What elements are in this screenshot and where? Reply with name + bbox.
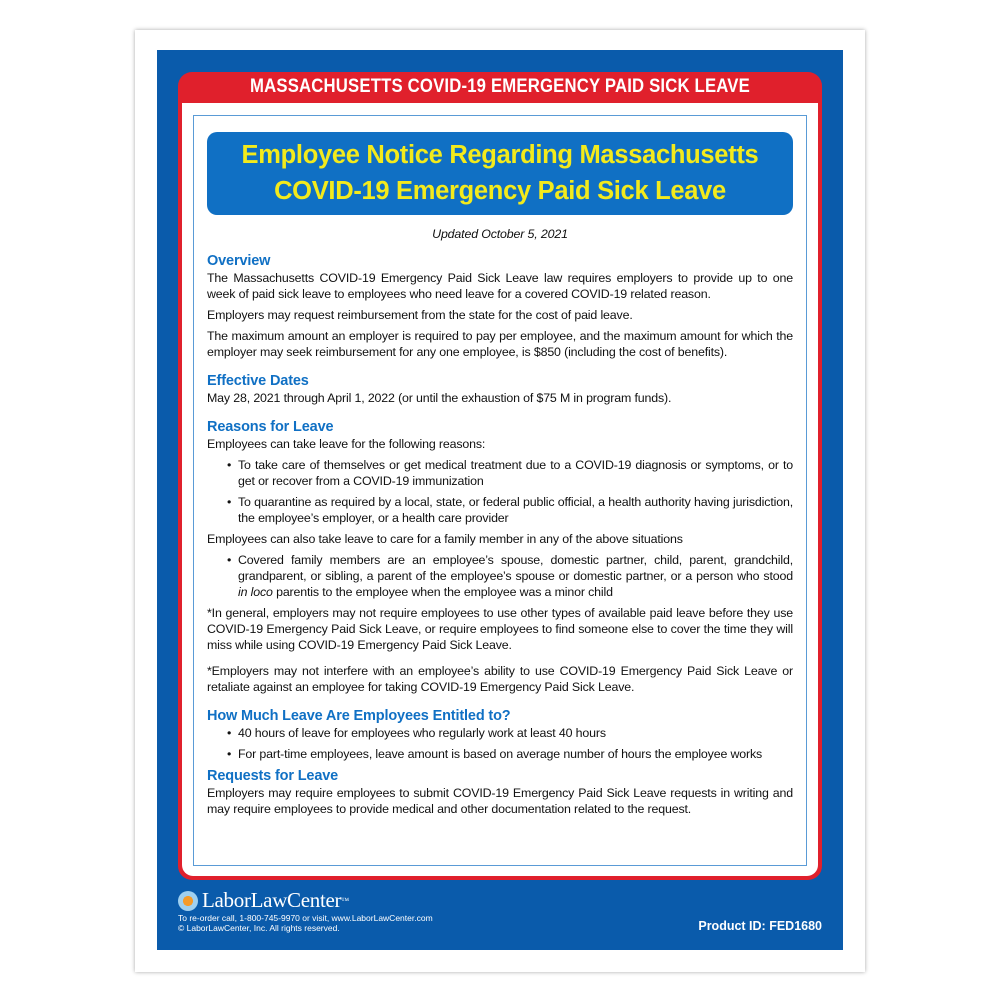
paragraph: Employees can also take leave to care for a family member in any of the above situations [207, 532, 683, 546]
notice-title [207, 132, 793, 215]
italic-text: in loco [238, 585, 273, 599]
laborlawcenter-logo [178, 888, 349, 913]
section-heading-requests: Requests for Leave [207, 768, 339, 784]
section-heading-reasons: Reasons for Leave [207, 419, 334, 435]
section-heading-overview: Overview [207, 253, 271, 269]
product-id: Product ID: FED1680 [698, 919, 822, 933]
title-line-2: COVID-19 Emergency Paid Sick Leave [274, 177, 726, 205]
entitlement-list [207, 725, 793, 762]
updated-date: Updated October 5, 2021 [432, 227, 568, 241]
list-item: • 40 hours of leave for employees who regularly work at least 40 hours [207, 725, 793, 741]
logo-mark-icon [178, 891, 198, 911]
list-item: • For part-time employees, leave amount is based on average number of hours the employee works [207, 746, 793, 762]
banner-title: MASSACHUSETTS COVID-19 EMERGENCY PAID SICK LEAVE [250, 76, 750, 97]
logo-text: LaborLawCenter [202, 888, 342, 912]
footer-fine-print [178, 913, 433, 933]
copyright-text: © LaborLawCenter, Inc. All rights reserved. [178, 923, 340, 933]
note: *In general, employers may not require employees to use other types of available paid leave before they use COVID-19 Emergency Paid Sick Leave, or require employees to find someone else to cover the time they will miss while using COVID-19 Emergency Paid Sick Leave. [207, 606, 793, 652]
note: *Employers may not interfere with an employee’s ability to use COVID-19 Emergency Paid Sick Leave or retaliate against an employee for taking COVID-19 Emergency Paid Sick Leave. [207, 664, 793, 694]
trademark: ™ [341, 896, 349, 905]
paragraph: Employees can take leave for the following reasons: [207, 437, 486, 451]
reorder-text: To re-order call, 1-800-745-9970 or visit, www.LaborLawCenter.com [178, 913, 433, 923]
family-list [207, 552, 793, 600]
paragraph: The maximum amount an employer is required to pay per employee, and the maximum amount for which the employer may seek reimbursement for any one employee, is $850 (including the cost of benefits). [207, 329, 793, 359]
text: Covered family members are an employee’s spouse, domestic partner, child, parent, grandchild, grandparent, or sibling, a parent of the employee’s spouse or domestic partner, or a person who stood [238, 553, 793, 583]
paragraph: May 28, 2021 through April 1, 2022 (or until the exhaustion of $75 M in program funds). [207, 391, 672, 405]
list-item: • To quarantine as required by a local, state, or federal public official, a health authority having jurisdiction, the employee’s employer, or a health care provider [207, 494, 793, 526]
reasons-list [207, 457, 793, 526]
text: parentis to the employee when the employee was a minor child [272, 585, 613, 599]
list-item: • To take care of themselves or get medical treatment due to a COVID-19 diagnosis or symptoms, or to get or recover from a COVID-19 immunization [207, 457, 793, 489]
section-heading-effective-dates: Effective Dates [207, 373, 309, 389]
notice-body [207, 226, 793, 822]
paragraph: The Massachusetts COVID-19 Emergency Paid Sick Leave law requires employers to provide up to one week of paid sick leave to employees who need leave for a covered COVID-19 related reason. [207, 271, 793, 301]
section-heading-entitlement: How Much Leave Are Employees Entitled to? [207, 708, 511, 724]
paragraph: Employers may require employees to submit COVID-19 Emergency Paid Sick Leave requests in writing and may require employees to provide medical and other documentation related to the request. [207, 786, 793, 816]
list-item [207, 552, 793, 600]
paragraph: Employers may request reimbursement from the state for the cost of paid leave. [207, 308, 633, 322]
title-line-1: Employee Notice Regarding Massachusetts [241, 141, 759, 169]
